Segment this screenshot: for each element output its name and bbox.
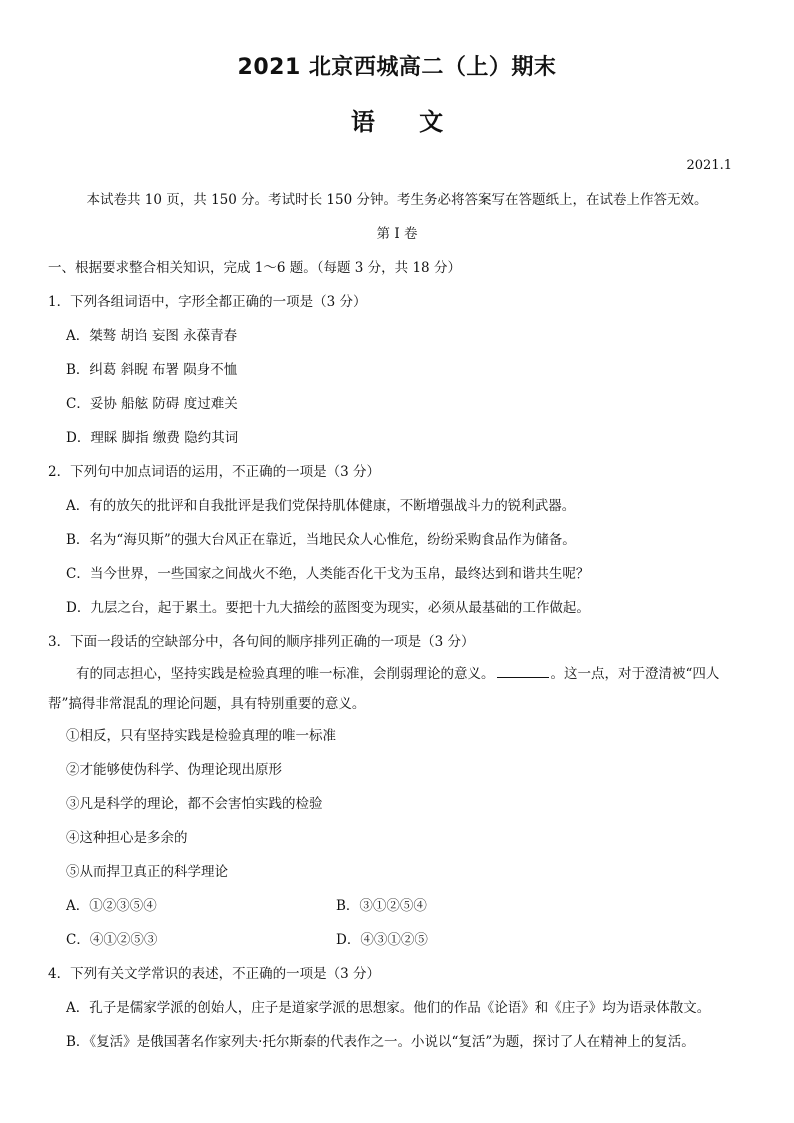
exam-title: 2021 北京西城高二（上）期末 [237, 55, 557, 80]
question-2-option-c: C．当今世界，一些国家之间战火不绝，人类能否化干戈为玉帛，最终达到和谐共生呢？ [66, 566, 590, 582]
volume-label: 第 I 卷 [376, 226, 418, 242]
question-3-option-d: D．④③①②⑤ [336, 932, 428, 948]
question-3-item-3: ③凡是科学的理论，都不会害怕实践的检验 [66, 796, 323, 812]
question-4-option-b: B．《复活》是俄国著名作家列夫·托尔斯泰的代表作之一。小说以“复活”为题，探讨了人在精神上的复活。 [66, 1034, 695, 1050]
question-3-option-a: A．①②③⑤④ [66, 898, 157, 914]
passage-part-2: 。这一点，对于澄清被“四人帮”搞得非常混乱的理论问题，具有特别重要的意义。 [48, 666, 720, 712]
exam-date: 2021.1 [686, 158, 732, 173]
question-2-option-d: D．九层之台，起于累土。要把十九大描绘的蓝图变为现实，必须从最基础的工作做起。 [66, 600, 590, 616]
question-3-item-4: ④这种担心是多余的 [66, 830, 188, 846]
question-4-stem: 4．下列有关文学常识的表述，不正确的一项是（3 分） [48, 966, 380, 982]
question-3-item-2: ②才能够使伪科学、伪理论现出原形 [66, 762, 282, 778]
subject-title: 语 文 [350, 108, 444, 136]
passage-part-1: 有的同志担心，坚持实践是检验真理的唯一标准，会削弱理论的意义。 [76, 666, 495, 682]
question-3-option-b: B．③①②⑤④ [336, 898, 427, 914]
question-1-option-a: A．桀骜 胡诌 妄图 永葆青春 [66, 328, 238, 344]
question-3-option-c: C．④①②⑤③ [66, 932, 158, 948]
question-2-option-b: B．名为“海贝斯”的强大台风正在靠近，当地民众人心惟危，纷纷采购食品作为储备。 [66, 532, 576, 548]
question-3-item-1: ①相反，只有坚持实践是检验真理的唯一标准 [66, 728, 336, 744]
question-2-option-a: A．有的放矢的批评和自我批评是我们党保持肌体健康，不断增强战斗力的锐利武器。 [66, 498, 576, 514]
question-2-stem: 2．下列句中加点词语的运用，不正确的一项是（3 分） [48, 464, 380, 480]
exam-instructions: 本试卷共 10 页，共 150 分。考试时长 150 分钟。考生务必将答案写在答题纸上，在试卷上作答无效。 [86, 192, 708, 208]
question-3-passage [48, 659, 748, 719]
question-1-option-c: C．妥协 船舷 防碍 度过难关 [66, 396, 238, 412]
question-1-option-d: D．理睬 脚指 缴费 隐约其词 [66, 430, 239, 446]
answer-blank [497, 663, 549, 678]
section-heading: 一、根据要求整合相关知识，完成 1～6 题。（每题 3 分，共 18 分） [48, 260, 461, 276]
question-3-stem: 3．下面一段话的空缺部分中，各句间的顺序排列正确的一项是（3 分） [48, 634, 475, 650]
question-3-item-5: ⑤从而捍卫真正的科学理论 [66, 864, 228, 880]
question-1-option-b: B．纠葛 斜睨 布署 陨身不恤 [66, 362, 238, 378]
question-1-stem: 1．下列各组词语中，字形全都正确的一项是（3 分） [48, 294, 367, 310]
question-4-option-a: A．孔子是儒家学派的创始人，庄子是道家学派的思想家。他们的作品《论语》和《庄子》均为语录体散文。 [66, 1000, 711, 1016]
